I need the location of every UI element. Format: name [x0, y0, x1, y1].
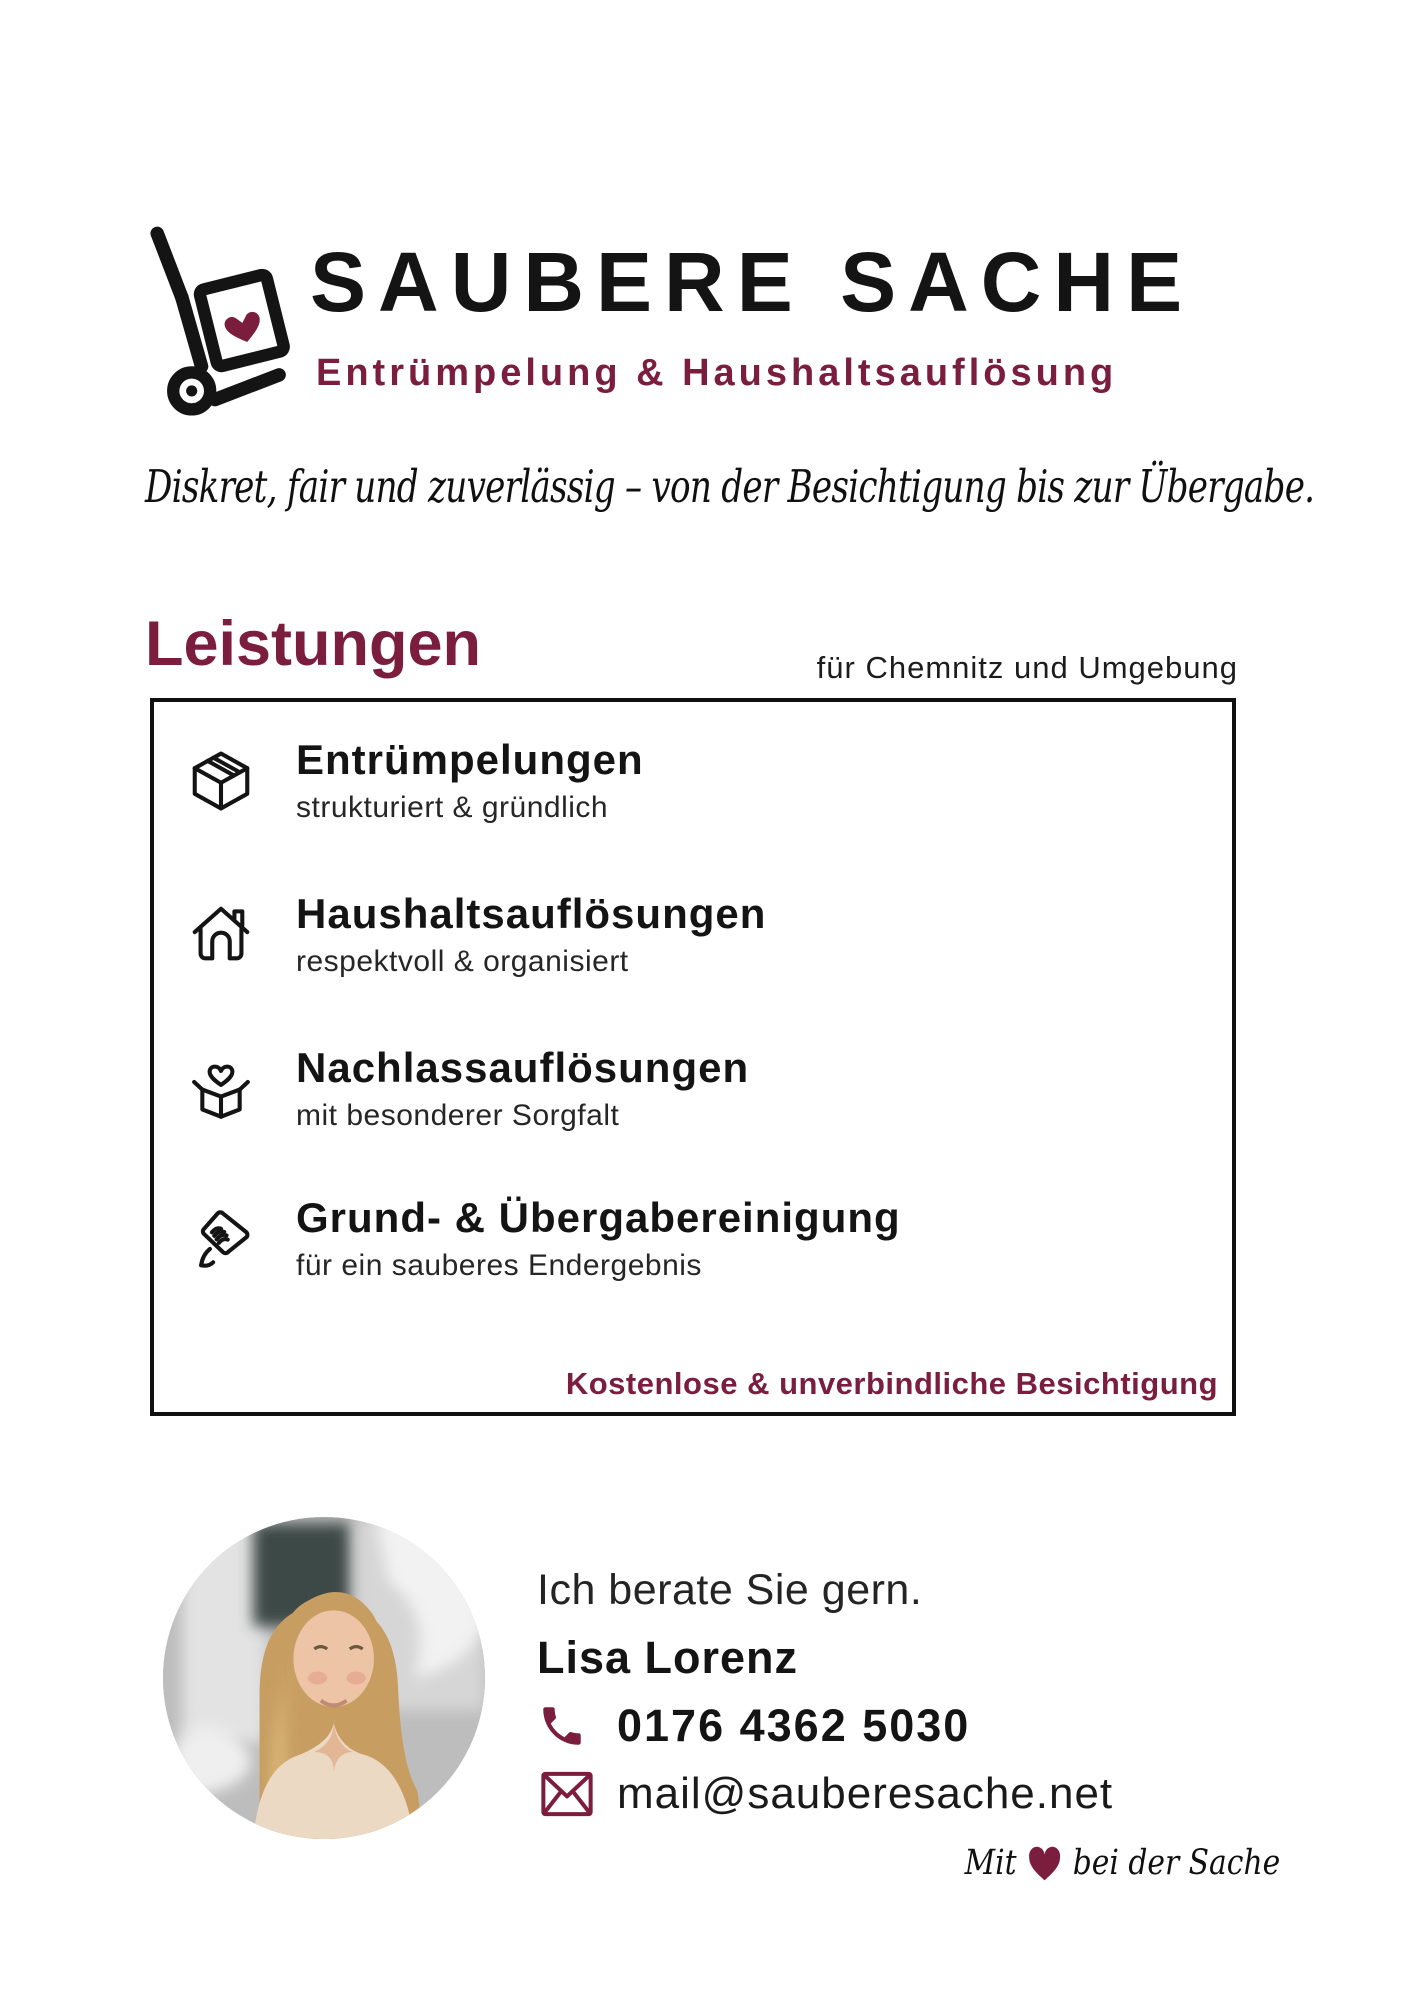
- motto-suffix: bei der Sache: [1072, 1843, 1280, 1883]
- motto: [964, 1843, 1280, 1883]
- service-title: Grund- & Übergabereinigung: [296, 1194, 901, 1241]
- brand-name: SAUBERE SACHE: [310, 235, 1195, 329]
- region-note: für Chemnitz und Umgebung: [816, 650, 1238, 685]
- service-row-nachlassaufloesungen: [182, 1044, 749, 1133]
- email-address: mail@sauberesache.net: [617, 1769, 1114, 1818]
- motto-prefix: Mit: [964, 1843, 1017, 1883]
- service-subtitle: für ein sauberes Endergebnis: [296, 1249, 702, 1283]
- package-box-icon: [182, 746, 260, 816]
- tagline: Diskret, fair und zuverlässig – von der Besichtigung bis zur Übergabe.: [145, 460, 1315, 513]
- envelope-icon: [537, 1768, 603, 1820]
- brand-subtitle: Entrümpelung & Haushaltsauflösung: [316, 352, 1118, 394]
- service-row-entruempelungen: [182, 736, 644, 825]
- service-title: Entrümpelungen: [296, 736, 644, 783]
- contact-portrait-photo: [163, 1517, 485, 1839]
- service-title: Nachlassauflösungen: [296, 1044, 750, 1091]
- phone-icon: [537, 1701, 603, 1751]
- phone-line: [537, 1700, 1113, 1752]
- services-heading: Leistungen: [145, 609, 482, 679]
- contact-intro: Ich berate Sie gern.: [537, 1566, 923, 1614]
- service-subtitle: respektvoll & organisiert: [296, 945, 629, 979]
- email-line: [537, 1768, 1113, 1820]
- service-subtitle: mit besonderer Sorgfalt: [296, 1099, 620, 1133]
- contact-block: [537, 1566, 1113, 1820]
- handtruck-logo-icon: [140, 222, 300, 422]
- cleaning-hand-icon: [182, 1204, 260, 1274]
- service-row-reinigung: [182, 1194, 901, 1283]
- open-box-heart-icon: [182, 1054, 260, 1124]
- service-row-haushaltsaufloesungen: [182, 890, 766, 979]
- heart-icon: [1027, 1844, 1063, 1882]
- free-visit-note: Kostenlose & unverbindliche Besichtigung: [565, 1366, 1218, 1401]
- phone-number: 0176 4362 5030: [617, 1700, 971, 1751]
- contact-name: Lisa Lorenz: [537, 1632, 799, 1683]
- services-box: [150, 698, 1236, 1416]
- house-icon: [182, 900, 260, 970]
- service-subtitle: strukturiert & gründlich: [296, 791, 609, 825]
- service-title: Haushaltsauflösungen: [296, 890, 767, 937]
